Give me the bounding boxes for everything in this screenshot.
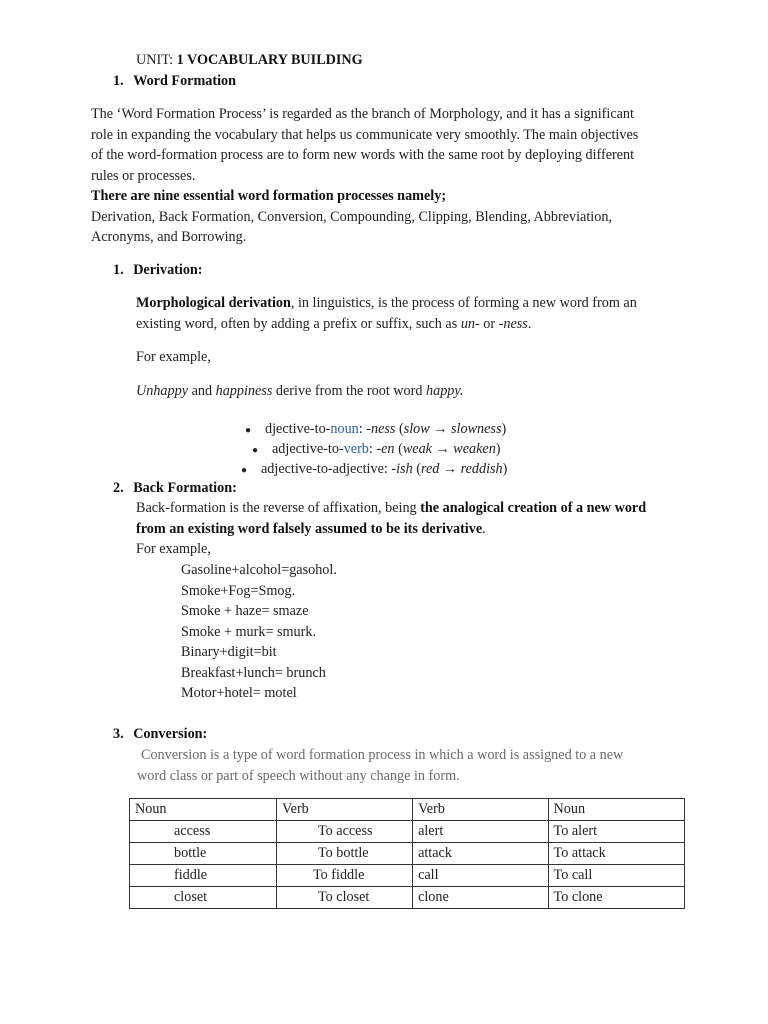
- bullet-item: [241, 459, 507, 482]
- table-row: [130, 865, 685, 887]
- example-item: Smoke + murk= smurk.: [181, 623, 317, 640]
- bullet-text: :: [358, 421, 367, 437]
- example-item: Motor+hotel= motel: [181, 685, 297, 701]
- example-item: Gasoline+alcohol=gasohol.: [181, 562, 337, 578]
- prefix-example: un-: [460, 315, 480, 332]
- conversion-title: Conversion:: [133, 726, 208, 742]
- derivation-example-sentence: [136, 381, 463, 402]
- example-item: Breakfast+lunch= brunch: [181, 664, 326, 681]
- example-text: derive from the root word: [272, 383, 427, 399]
- derivation-term: Morphological derivation: [136, 295, 291, 311]
- derivation-number: 1.: [113, 262, 124, 278]
- table-cell: access: [130, 821, 277, 843]
- intro-line: The ‘Word Formation Process’ is regarded as the branch of Morphology, and it has a significant: [91, 106, 634, 122]
- table-row: [130, 821, 685, 843]
- example-word: happy.: [426, 383, 464, 399]
- back-formation-definition: [136, 498, 646, 560]
- table-cell: clone: [413, 887, 548, 909]
- description-line: word class or part of speech without any change in form.: [137, 767, 460, 784]
- section-number: 1.: [113, 73, 124, 89]
- derivation-for-example: For example,: [136, 349, 211, 365]
- table-header-cell: Verb: [413, 799, 548, 821]
- intro-line: rules or processes.: [91, 167, 196, 184]
- connector-text: and: [188, 383, 216, 399]
- bullet-text: (: [395, 421, 404, 437]
- definition-text: Back-formation is the reverse of affixation, being: [136, 500, 421, 516]
- intro-line: of the word-formation process are to form new words with the same root by deploying different: [91, 147, 635, 163]
- table-cell: To bottle: [276, 843, 412, 865]
- bullet-link-text: verb: [343, 441, 369, 457]
- bullet-suffix: -ness: [366, 421, 396, 437]
- processes-line: Derivation, Back Formation, Conversion, Compounding, Clipping, Blending, Abbreviation,: [91, 208, 612, 225]
- bullet-text: adjective-to-adjective:: [261, 461, 392, 477]
- conversion-heading: [113, 724, 207, 745]
- conversion-table: [129, 798, 685, 909]
- table-cell: closet: [130, 887, 277, 909]
- back-formation-number: 2.: [113, 480, 124, 496]
- bullet-suffix: -ish: [391, 461, 413, 477]
- table-cell: attack: [413, 843, 548, 865]
- example-word: happiness: [215, 383, 273, 399]
- table-cell: To call: [548, 865, 684, 887]
- section-word-formation-heading: [113, 71, 236, 92]
- definition-text: , in linguistics, is the process of forming a new word from an: [290, 295, 637, 311]
- suffix-example: -ness: [498, 315, 528, 332]
- table-header-cell: Verb: [276, 799, 412, 821]
- table-cell: call: [413, 865, 548, 887]
- bullet-text: ): [495, 441, 501, 457]
- bullet-example: red → reddish: [420, 461, 503, 477]
- table-header-cell: Noun: [130, 799, 277, 821]
- conversion-number: 3.: [113, 726, 124, 742]
- bullet-text: ): [501, 421, 507, 437]
- bullet-text: ): [502, 461, 508, 477]
- period: .: [482, 520, 486, 537]
- bullet-text: djective-to-: [265, 421, 331, 437]
- table-row: [130, 843, 685, 865]
- derivation-definition: [136, 293, 637, 334]
- table-cell: To alert: [548, 821, 684, 843]
- back-formation-heading: [113, 478, 237, 499]
- bullet-text: :: [368, 441, 377, 457]
- table-row: [130, 887, 685, 909]
- bullet-text: (: [412, 461, 421, 477]
- table-header-row: [130, 799, 685, 821]
- example-word: Unhappy: [136, 383, 189, 399]
- definition-text: existing word, often by adding a prefix or suffix, such as: [136, 315, 461, 332]
- bullet-dot-icon: ●: [241, 465, 248, 476]
- derivation-heading: [113, 260, 203, 281]
- intro-line: role in expanding the vocabulary that helps us communicate very smoothly. The main objectives: [91, 126, 639, 143]
- section-title: Word Formation: [133, 73, 237, 89]
- back-formation-title: Back Formation:: [133, 480, 237, 496]
- back-formation-examples: [181, 560, 337, 704]
- table-header-cell: Noun: [548, 799, 684, 821]
- unit-heading: [136, 50, 363, 71]
- unit-prefix: UNIT:: [136, 52, 177, 68]
- bullet-link-text: noun: [330, 421, 359, 437]
- bullet-example: weak → weaken: [402, 441, 496, 457]
- nine-processes-heading: There are nine essential word formation processes namely;: [91, 188, 447, 204]
- bullet-example: slow → slowness: [403, 421, 502, 437]
- intro-paragraph: [91, 104, 691, 248]
- back-formation-for-example: For example,: [136, 541, 211, 557]
- bullet-text: (: [394, 441, 403, 457]
- processes-line: Acronyms, and Borrowing.: [91, 229, 247, 245]
- description-line: Conversion is a type of word formation process in which a word is assigned to a new: [141, 747, 624, 763]
- bullet-dot-icon: ●: [252, 445, 259, 456]
- bullet-text: adjective-to-: [272, 441, 344, 457]
- derivation-title: Derivation:: [133, 262, 203, 278]
- example-item: Smoke+Fog=Smog.: [181, 582, 296, 599]
- table-cell: bottle: [130, 843, 277, 865]
- table-cell: To attack: [548, 843, 684, 865]
- period: .: [527, 315, 532, 332]
- table-cell: fiddle: [130, 865, 277, 887]
- table-cell: To clone: [548, 887, 684, 909]
- definition-bold-text: from an existing word falsely assumed to be its derivative: [136, 520, 483, 537]
- table-cell: To access: [276, 821, 412, 843]
- example-item: Smoke + haze= smaze: [181, 603, 309, 619]
- unit-title: 1 VOCABULARY BUILDING: [176, 52, 363, 68]
- bullet-suffix: -en: [376, 441, 395, 457]
- table-cell: To closet: [276, 887, 412, 909]
- connector-text: or: [479, 315, 499, 332]
- table-cell: To fiddle: [276, 865, 412, 887]
- table-cell: alert: [413, 821, 548, 843]
- definition-bold-text: the analogical creation of a new word: [420, 500, 647, 516]
- example-item: Binary+digit=bit: [181, 644, 277, 660]
- bullet-dot-icon: ●: [245, 425, 252, 436]
- conversion-description: [137, 745, 623, 786]
